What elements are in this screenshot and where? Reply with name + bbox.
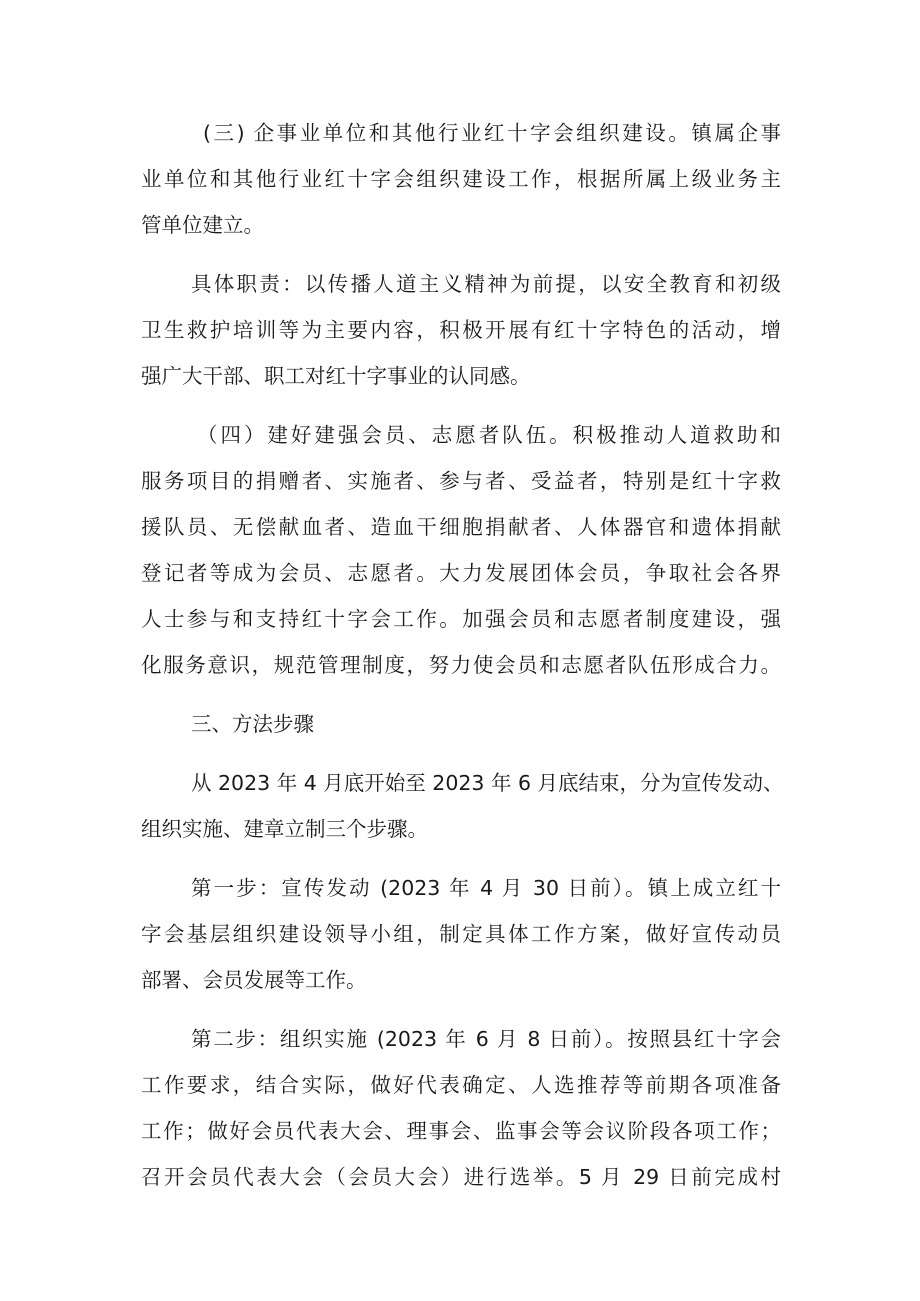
paragraph-step-one — [141, 865, 781, 1003]
text-line: 第二步：组织实施 (2023 年 6 月 8 日前）。按照县红十字会 — [191, 1027, 781, 1051]
paragraph-enterprise-red-cross — [141, 110, 781, 248]
text-line: 三、方法步骤 — [191, 712, 314, 736]
text-line: 组织实施、建章立制三个步骤。 — [141, 817, 428, 841]
text-line: 工作要求，结合实际，做好代表确定、人选推荐等前期各项准备 — [141, 1073, 781, 1097]
text-line: 部署、会员发展等工作。 — [141, 968, 367, 992]
paragraph-specific-duties — [141, 261, 781, 399]
text-line: 从 2023 年 4 月底开始至 2023 年 6 月底结束，分为宣传发动、 — [191, 771, 784, 795]
section-heading-methods-steps — [141, 701, 781, 747]
text-line: 第一步：宣传发动 (2023 年 4 月 30 日前）。镇上成立红十 — [191, 876, 781, 900]
paragraph-timeline — [141, 760, 784, 852]
text-line: 字会基层组织建设领导小组，制定具体工作方案，做好宣传动员 — [141, 922, 781, 946]
text-line: 具体职责：以传播人道主义精神为前提，以安全教育和初级 — [191, 272, 781, 296]
text-line: (三) 企事业单位和其他行业红十字会组织建设。镇属企事 — [203, 121, 781, 145]
text-line: 服务项目的捐赠者、实施者、参与者、受益者，特别是红十字救 — [141, 469, 781, 493]
text-line: 人士参与和支持红十字会工作。加强会员和志愿者制度建设，强 — [141, 607, 781, 631]
paragraph-step-two — [141, 1016, 781, 1200]
text-line: 管单位建立。 — [141, 213, 264, 237]
text-line: 援队员、无偿献血者、造血干细胞捐献者、人体器官和遗体捐献 — [141, 515, 781, 539]
paragraph-member-volunteer-teams — [141, 412, 781, 688]
document-body — [141, 110, 784, 1200]
text-line: 召开会员代表大会（会员大会）进行选举。5 月 29 日前完成村 — [141, 1165, 781, 1189]
text-line: 业单位和其他行业红十字会组织建设工作，根据所属上级业务主 — [141, 167, 781, 191]
text-line: （四）建好建强会员、志愿者队伍。积极推动人道救助和 — [197, 423, 781, 447]
text-line: 化服务意识，规范管理制度，努力使会员和志愿者队伍形成合力。 — [141, 653, 781, 677]
text-line: 卫生救护培训等为主要内容，积极开展有红十字特色的活动，增 — [141, 318, 781, 342]
text-line: 强广大干部、职工对红十字事业的认同感。 — [141, 364, 531, 388]
text-line: 工作；做好会员代表大会、理事会、监事会等会议阶段各项工作； — [141, 1119, 781, 1143]
text-line: 登记者等成为会员、志愿者。大力发展团体会员，争取社会各界 — [141, 561, 781, 585]
